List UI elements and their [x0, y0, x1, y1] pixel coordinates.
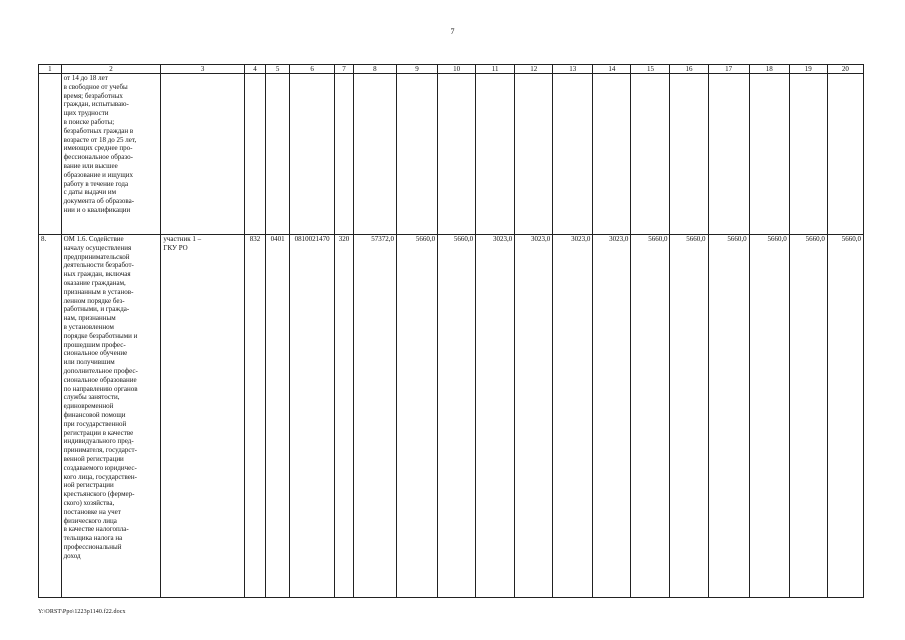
- header-cell: 8: [353, 65, 396, 74]
- value-cell: 5660,0: [631, 235, 670, 598]
- header-cell: 12: [515, 65, 553, 74]
- header-cell: 17: [708, 65, 749, 74]
- grbs-code-cell: 832: [244, 235, 266, 598]
- value-cell: 3023,0: [593, 235, 631, 598]
- header-cell: 16: [670, 65, 708, 74]
- table-row-continuation: [39, 74, 864, 235]
- budget-table: [38, 64, 864, 598]
- empty-cell: [631, 74, 670, 235]
- value-cell: 5660,0: [827, 235, 863, 598]
- header-cell: 2: [61, 65, 161, 74]
- rzpr-code-cell: 0401: [266, 235, 290, 598]
- table-row-8: [39, 235, 864, 598]
- empty-cell: [515, 74, 553, 235]
- empty-cell: [396, 74, 437, 235]
- empty-cell: [789, 74, 827, 235]
- empty-cell: [244, 74, 266, 235]
- empty-cell: [266, 74, 290, 235]
- header-cell: 7: [335, 65, 354, 74]
- page-number: 7: [450, 27, 455, 36]
- header-cell: 10: [438, 65, 476, 74]
- value-cell: 3023,0: [476, 235, 515, 598]
- empty-cell: [289, 74, 334, 235]
- empty-cell: [476, 74, 515, 235]
- empty-cell: [670, 74, 708, 235]
- vr-code-cell: 320: [335, 235, 354, 598]
- header-cell: 1: [39, 65, 62, 74]
- description-cell: ОМ 1.6. Содействие началу осуществления предпринимательской деятельности безработ- ных граждан, включая оказание гражданам, признанным в установ- ленном порядке без- работными, и гражда- нам, признанным в установленном порядке безработными и прошедшим профес- сиональное обучение или получившим дополнительное профес- сиональное образование по направлению органов службы занятости, единовременной финансовой помощи при государственной регистрации в качестве индивидуального пред- принимателя, государст- венной регистрации создаваемого юридичес- кого лица, государствен- ной регистрации крестьянского (фермер- ского) хозяйства, постановке на учет физического лица в качестве налогопла- тельщика налога на профессиональный доход: [61, 235, 161, 598]
- header-cell: 19: [789, 65, 827, 74]
- header-cell: 4: [244, 65, 266, 74]
- header-cell: 14: [593, 65, 631, 74]
- value-cell: 5660,0: [708, 235, 749, 598]
- empty-cell: [593, 74, 631, 235]
- header-row: [39, 65, 864, 74]
- header-cell: 9: [396, 65, 437, 74]
- participant-cell: участник 1 – ГКУ РО: [161, 235, 244, 598]
- description-cell: от 14 до 18 лет в свободное от учебы время; безработных граждан, испытываю- щих трудности в поиске работы; безработных граждан в возрасте от 18 до 25 лет, имеющих среднее про- фессиональное образо- вание или высшее образование и ищущих работу в течение года с даты выдачи им документа об образова- нии и о квалификации: [61, 74, 161, 235]
- header-cell: 3: [161, 65, 244, 74]
- row-number-cell: [39, 74, 62, 235]
- header-cell: 18: [749, 65, 789, 74]
- header-cell: 15: [631, 65, 670, 74]
- value-cell-total: 57372,0: [353, 235, 396, 598]
- empty-cell: [353, 74, 396, 235]
- value-cell: 5660,0: [789, 235, 827, 598]
- value-cell: 5660,0: [396, 235, 437, 598]
- empty-cell: [749, 74, 789, 235]
- empty-cell: [438, 74, 476, 235]
- header-cell: 5: [266, 65, 290, 74]
- value-cell: 3023,0: [515, 235, 553, 598]
- header-cell: 11: [476, 65, 515, 74]
- csr-code-cell: 0810021470: [289, 235, 334, 598]
- value-cell: 5660,0: [749, 235, 789, 598]
- header-cell: 13: [553, 65, 593, 74]
- header-cell: 20: [827, 65, 863, 74]
- header-cell: 6: [289, 65, 334, 74]
- empty-cell: [708, 74, 749, 235]
- row-number-cell: 8.: [39, 235, 62, 598]
- participant-cell: [161, 74, 244, 235]
- empty-cell: [553, 74, 593, 235]
- empty-cell: [827, 74, 863, 235]
- value-cell: 5660,0: [670, 235, 708, 598]
- empty-cell: [335, 74, 354, 235]
- value-cell: 3023,0: [553, 235, 593, 598]
- value-cell: 5660,0: [438, 235, 476, 598]
- footer-file-path: Y:\ORST\Ppo\1223p1140.f22.docx: [38, 609, 126, 615]
